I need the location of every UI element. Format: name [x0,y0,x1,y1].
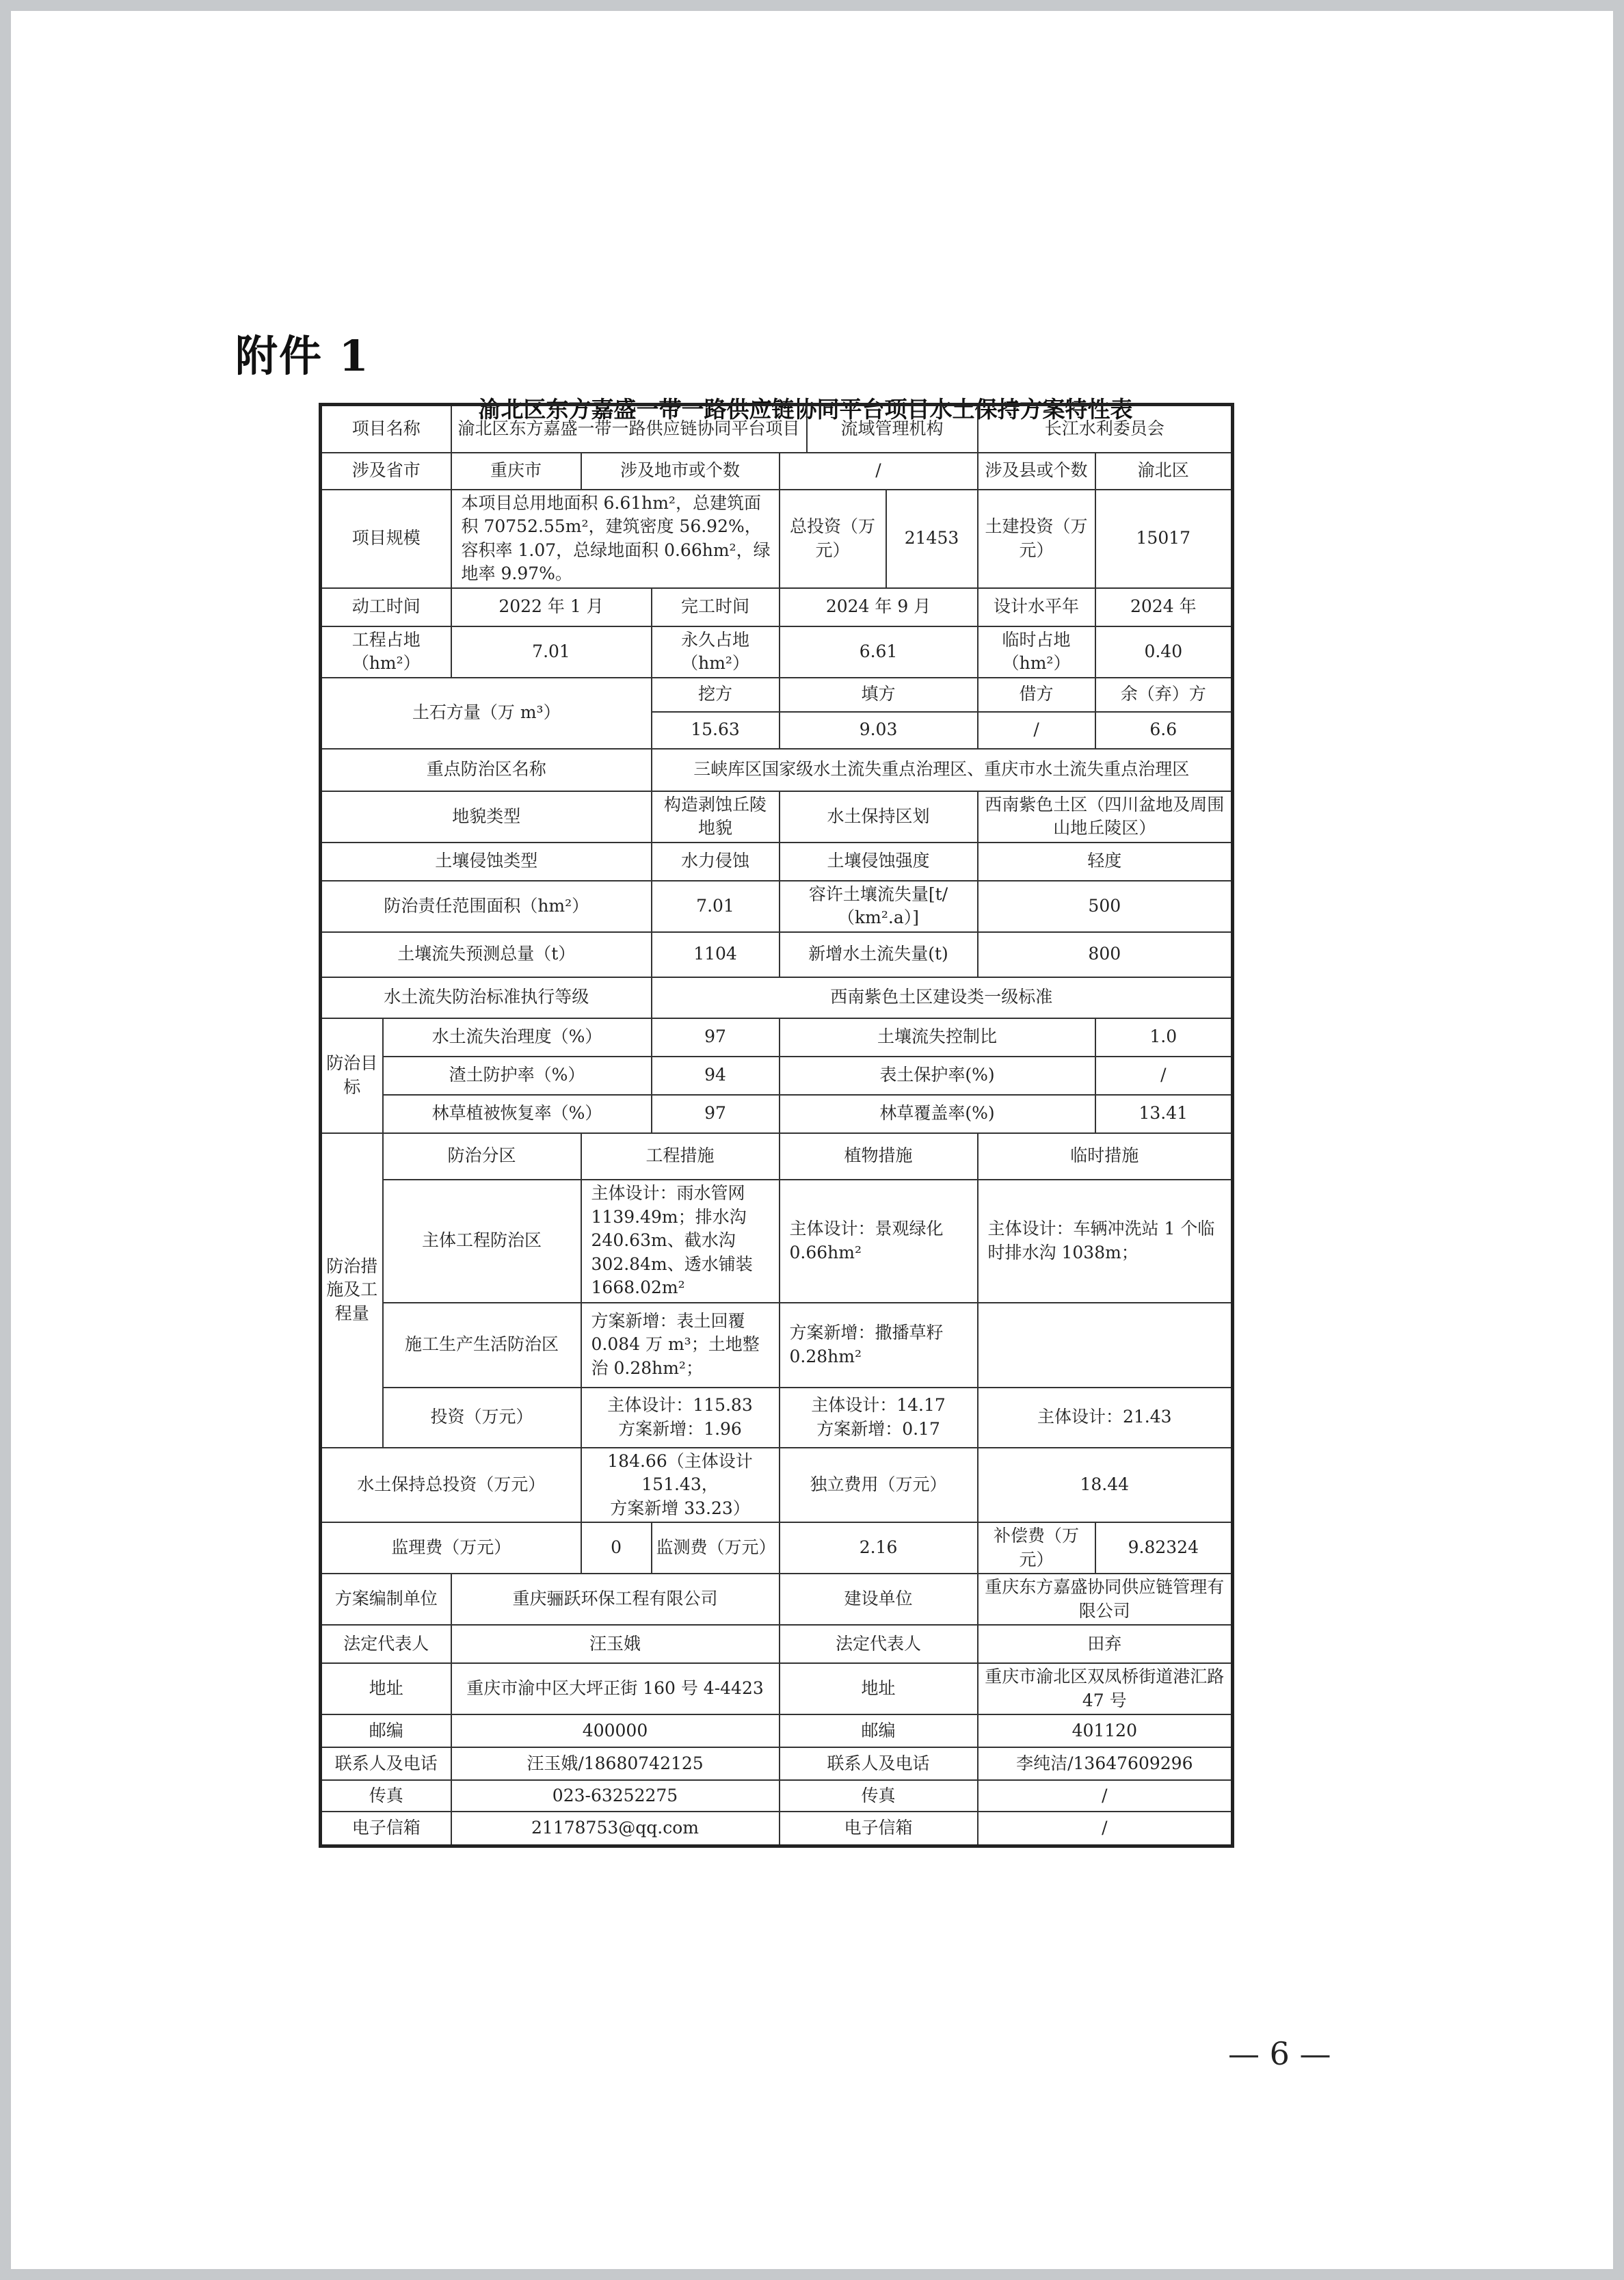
monitoring-fee-value: 2.16 [780,1522,978,1574]
table-row [321,1180,1233,1303]
scale-label: 项目规模 [321,490,451,588]
plant-measure: 方案新增：撒播草籽 0.28hm² [780,1303,978,1388]
table-row [321,588,1233,626]
address-label: 地址 [780,1663,978,1714]
measures-label: 防治措施及工程量 [321,1133,383,1448]
legal-rep-label: 法定代表人 [780,1625,978,1663]
basin-label: 流域管理机构 [807,405,978,453]
measure-invest-label: 投资（万元） [383,1388,581,1448]
engineering-measure: 方案新增：表土回覆 0.084 万 m³；土地整治 0.28hm²； [581,1303,780,1388]
contact-value: 李纯洁/13647609296 [978,1747,1233,1780]
temporary-measure: 主体设计：车辆冲洗站 1 个临时排水沟 1038m； [978,1180,1233,1303]
total-invest-label: 水土保持总投资（万元） [321,1448,581,1523]
table-row [321,932,1233,977]
total-line: 184.66（主体设计 151.43， [607,1450,753,1494]
contact-value: 汪玉娥/18680742125 [451,1747,780,1780]
table-row [321,453,1233,490]
address-value: 重庆市渝中区大坪正街 160 号 4-4423 [451,1663,780,1714]
earthwork-value: 6.6 [1095,712,1233,749]
table-row [321,881,1233,932]
earthwork-value: 15.63 [652,712,780,749]
target-value: 94 [652,1057,780,1095]
table-row [321,1303,1233,1388]
postcode-label: 邮编 [780,1714,978,1747]
characteristics-table [319,403,1234,1848]
temp-label: 临时占地（hm²） [978,626,1095,678]
loss-total-value: 1104 [652,932,780,977]
postcode-value: 400000 [451,1714,780,1747]
invest-label-text: 总投资（万元） [780,490,887,587]
earthwork-label: 土石方量（万 m³） [321,678,652,749]
standard-value: 西南紫色土区建设类一级标准 [652,977,1233,1018]
standard-label: 水土流失防治标准执行等级 [321,977,652,1018]
perm-label: 永久占地（hm²） [652,626,780,678]
loss-new-value: 800 [978,932,1233,977]
invest-label [780,490,978,588]
table-row [321,791,1233,843]
table-row [321,1018,1233,1057]
contact-label: 联系人及电话 [321,1747,451,1780]
table-row [321,1714,1233,1747]
table-row [321,678,1233,712]
occupy-value: 7.01 [451,626,652,678]
engineering-invest [581,1388,780,1448]
measures-header: 植物措施 [780,1133,978,1180]
build-unit-label: 建设单位 [780,1574,978,1625]
legal-rep-label: 法定代表人 [321,1625,451,1663]
plant-invest [780,1388,978,1448]
target-label: 水土流失治理度（%） [383,1018,652,1057]
email-label: 电子信箱 [780,1812,978,1846]
invest-line: 主体设计：14.17 [811,1395,946,1415]
supervision-fee-value: 0 [581,1522,652,1574]
basin-value: 长江水利委员会 [978,405,1233,453]
landform-label: 地貌类型 [321,791,652,843]
attachment-label: 附件 1 [235,331,370,381]
table-row [321,1057,1233,1095]
monitoring-fee-label: 监测费（万元） [652,1522,780,1574]
table-title: 渝北区东方嘉盛一带一路供应链协同平台项目水土保持方案特性表 [478,396,1133,423]
postcode-label: 邮编 [321,1714,451,1747]
compensation-fee-label: 补偿费（万元） [978,1522,1095,1574]
supervision-fee-label: 监理费（万元） [321,1522,581,1574]
fax-value: / [978,1780,1233,1812]
project-name-label: 项目名称 [321,405,451,453]
table-row [321,490,1233,588]
total-invest-value [581,1448,780,1523]
design-value: 2024 年 [1095,588,1233,626]
start-value: 2022 年 1 月 [451,588,652,626]
plant-measure: 主体设计：景观绿化 0.66hm² [780,1180,978,1303]
fax-label: 传真 [321,1780,451,1812]
prep-unit-label: 方案编制单位 [321,1574,451,1625]
target-value: / [1095,1057,1233,1095]
fax-label: 传真 [780,1780,978,1812]
loss-new-label: 新增水土流失量(t) [780,932,978,977]
erosion-intensity-label: 土壤侵蚀强度 [780,843,978,881]
measures-header: 防治分区 [383,1133,581,1180]
erosion-intensity-value: 轻度 [978,843,1233,881]
erosion-type-value: 水力侵蚀 [652,843,780,881]
table-row [321,977,1233,1018]
design-label: 设计水平年 [978,588,1095,626]
table-row [321,843,1233,881]
resp-area-label: 防治责任范围面积（hm²） [321,881,652,932]
earthwork-value: / [978,712,1095,749]
county-label: 涉及县或个数 [978,453,1095,490]
table-row [321,626,1233,678]
table-row [321,1812,1233,1846]
address-value: 重庆市渝北区双凤桥街道港汇路 47 号 [978,1663,1233,1714]
temporary-measure [978,1303,1233,1388]
temp-value: 0.40 [1095,626,1233,678]
table-row [321,1747,1233,1780]
table-row [321,749,1233,791]
table-row [321,1522,1233,1574]
target-value: 1.0 [1095,1018,1233,1057]
allow-loss-value: 500 [978,881,1233,932]
invest-line: 方案新增：0.17 [816,1418,940,1439]
target-label: 林草覆盖率(%) [780,1095,1095,1133]
email-value: 21178753@qq.com [451,1812,780,1846]
loss-total-label: 土壤流失预测总量（t） [321,932,652,977]
allow-loss-label: 容许土壤流失量[t/（km².a）] [780,881,978,932]
measure-zone: 主体工程防治区 [383,1180,581,1303]
invest-line: 主体设计：115.83 [607,1395,753,1415]
total-line: 方案新增 33.23） [610,1498,750,1518]
postcode-value: 401120 [978,1714,1233,1747]
build-unit-value: 重庆东方嘉盛协同供应链管理有限公司 [978,1574,1233,1625]
key-zone-value: 三峡库区国家级水土流失重点治理区、重庆市水土流失重点治理区 [652,749,1233,791]
table-row [321,1133,1233,1180]
scale-value: 本项目总用地面积 6.61hm²，总建筑面积 70752.55m²，建筑密度 56.92%，容积率 1.07，总绿地面积 0.66hm²，绿地率 9.97%。 [451,490,780,588]
table-row [321,1095,1233,1133]
region-value: 西南紫色土区（四川盆地及周围山地丘陵区） [978,791,1233,843]
occupy-label: 工程占地（hm²） [321,626,451,678]
target-value: 97 [652,1095,780,1133]
erosion-type-label: 土壤侵蚀类型 [321,843,652,881]
perm-value: 6.61 [780,626,978,678]
targets-label: 防治目标 [321,1018,383,1133]
earthwork-header: 余（弃）方 [1095,678,1233,712]
prep-unit-value: 重庆骊跃环保工程有限公司 [451,1574,780,1625]
measures-header: 临时措施 [978,1133,1233,1180]
target-value: 97 [652,1018,780,1057]
engineering-measure: 主体设计：雨水管网 1139.49m；排水沟 240.63m、截水沟 302.84m、透水铺装 1668.02m² [581,1180,780,1303]
key-zone-label: 重点防治区名称 [321,749,652,791]
fax-value: 023-63252275 [451,1780,780,1812]
legal-rep-value: 田弃 [978,1625,1233,1663]
province-value: 重庆市 [451,453,581,490]
legal-rep-value: 汪玉娥 [451,1625,780,1663]
target-label: 表土保护率(%) [780,1057,1095,1095]
invest-value-text: 21453 [904,528,959,548]
table-row [321,1574,1233,1625]
table-row [321,1663,1233,1714]
table-row [321,405,1233,453]
email-value: / [978,1812,1233,1846]
earthwork-header: 挖方 [652,678,780,712]
earthwork-header: 借方 [978,678,1095,712]
earthwork-header: 填方 [780,678,978,712]
table-row [321,1780,1233,1812]
compensation-fee-value: 9.82324 [1095,1522,1233,1574]
independent-fee-label: 独立费用（万元） [780,1448,978,1523]
civil-value [1095,490,1233,588]
measures-header: 工程措施 [581,1133,780,1180]
target-label: 渣土防护率（%） [383,1057,652,1095]
independent-fee-value: 18.44 [978,1448,1233,1523]
measure-zone: 施工生产生活防治区 [383,1303,581,1388]
county-value: 渝北区 [1095,453,1233,490]
table-row [321,1625,1233,1663]
target-label: 土壤流失控制比 [780,1018,1095,1057]
table-row [321,1448,1233,1523]
end-value: 2024 年 9 月 [780,588,978,626]
province-label: 涉及省市 [321,453,451,490]
email-label: 电子信箱 [321,1812,451,1846]
civil-value-text: 15017 [1136,528,1191,548]
resp-area-value: 7.01 [652,881,780,932]
target-value: 13.41 [1095,1095,1233,1133]
landform-value: 构造剥蚀丘陵地貌 [652,791,780,843]
contact-label: 联系人及电话 [780,1747,978,1780]
project-name-value: 渝北区东方嘉盛一带一路供应链协同平台项目 [451,405,807,453]
table-row [321,1388,1233,1448]
invest-line: 方案新增：1.96 [618,1418,742,1439]
temporary-invest: 主体设计：21.43 [978,1388,1233,1448]
target-label: 林草植被恢复率（%） [383,1095,652,1133]
end-label: 完工时间 [652,588,780,626]
civil-label: 土建投资（万元） [985,516,1088,560]
address-label: 地址 [321,1663,451,1714]
city-label: 涉及地市或个数 [581,453,780,490]
civil-label-cell [978,490,1095,588]
page-number: — 6 — [1228,2035,1331,2072]
city-value: / [780,453,978,490]
start-label: 动工时间 [321,588,451,626]
earthwork-value: 9.03 [780,712,978,749]
region-label: 水土保持区划 [780,791,978,843]
